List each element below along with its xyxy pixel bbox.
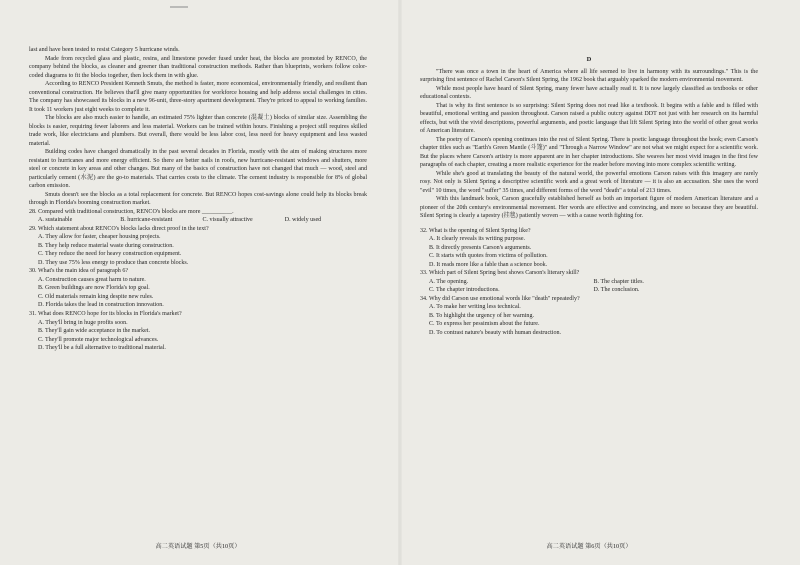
question-28 — [29, 208, 367, 225]
option: D. To contrast nature's beauty with human destruction. — [429, 329, 562, 336]
paragraph: The poetry of Carson's opening continues into the rest of Silent Spring. There is poetic language throughout the book; even Carson's chapter titles such as "Earth's Green Mantle (斗篷)" and "Through a Narrow Window" are not what we might expect for a scientific work. But the places where Carson's artistry is more apparent are in her chapter introductions. She weaves her most vivid images in the first few paragraphs of each chapter, creating a more realistic experience for the reader before moving into more complex scientific writing. — [420, 136, 758, 169]
question-31 — [29, 310, 367, 353]
question-stem: 32. What is the opening of Silent Spring like? — [420, 227, 531, 234]
question-stem: 30. What's the main idea of paragraph 6? — [29, 268, 129, 275]
option: A. The opening. — [429, 278, 469, 285]
option: B. The chapter titles. — [593, 278, 644, 285]
option: B. They help reduce material waste during construction. — [38, 242, 174, 249]
question-stem: 28. Compared with traditional construction, RENCO's blocks are more __________. — [29, 208, 234, 215]
paragraph: Building codes have changed dramatically in the past several decades in Florida, mostly with the aim of making structures more resistant to hurricanes and more energy efficient. So there are better nails in roofs, new hurricane-resistant windows and shutters, more steel or concrete in key areas and other changes. But many of the basics of construction have not changed that much — wood, steel and particularly cement (水泥) are the go-to materials. That carries costs to the climate. The cement industry is responsible for 8% of global carbon emission. — [29, 149, 367, 190]
option: C. Old materials remain king despite new rules. — [38, 293, 154, 300]
option: A. To make her writing less technical. — [429, 304, 521, 311]
paragraph: Smuts doesn't see the blocks as a total replacement for concrete. But RENCO hopes cost-savings alone could help its blocks break through in Florida's booming construction market. — [29, 191, 367, 207]
option: C. visually attractive — [202, 217, 253, 224]
option: C. It starts with quotes from victims of pollution. — [429, 253, 548, 260]
question-30 — [29, 267, 367, 310]
option: A. They'll bring in huge profits soon. — [38, 319, 128, 326]
page-fold — [398, 0, 402, 565]
option: D. The conclusion. — [593, 287, 640, 294]
options-row — [420, 278, 758, 287]
paragraph: With this landmark book, Carson gracefully established herself as both an important figure of modern American literature and a pioneer of the 20th century's environmental movement. Her words are effective and convincing, and more so because they are beautiful. Silent Spring is clearly a tapestry (挂毯) patiently woven — with a cause worth fighting for. — [420, 196, 758, 220]
question-stem: 31. What does RENCO hope for its blocks in Florida's market? — [29, 310, 182, 317]
section-heading: D — [586, 56, 592, 63]
question-34 — [420, 295, 758, 338]
paragraph: That is why its first sentence is so surprising: Silent Spring does not read like a textbook. It begins with a fable and is filled with beautiful, emotional writing and passion throughout. Carson raised a public outcry against DDT not just with her research on its harmful effects, but with the vivid descriptions, powerful arguments, and poetic language that lift Silent Spring into the world of other great works of American literature. — [420, 102, 758, 135]
question-stem: 29. Which statement about RENCO's blocks lacks direct proof in the text? — [29, 225, 209, 232]
left-page — [29, 46, 367, 551]
question-33 — [420, 269, 758, 295]
right-page — [420, 46, 758, 551]
option: D. They use 75% less energy to produce than concrete blocks. — [38, 259, 189, 266]
paragraph: While most people have heard of Silent Spring, many fewer have actually read it. It is now largely classified as textbooks or other educational contexts. — [420, 85, 758, 101]
option: A. They allow for faster, cheaper housing projects. — [38, 234, 161, 241]
paragraph: Made from recycled glass and plastic, resins, and limestone powder fused under heat, the blocks are promoted by RENCO, the company behind the blocks, as cleaner and greener than traditional construction methods. Rather than blueprints, workers follow color-coded diagrams to fit the blocks together, then lock them in with glue. — [29, 55, 367, 79]
options-row — [29, 216, 367, 225]
options-row — [420, 286, 758, 295]
option: B. It directly presents Carson's arguments. — [429, 244, 532, 251]
paragraph: The blocks are also much easier to handle, an estimated 75% lighter than concrete (混凝土) blocks of similar size. Assembling the blocks is easier, requiring fewer laborers and less material. Workers can be trained within hours. Finishing a project still requires skilled trade work, like electricians and plumbers. But overall, there would be less labor cost, less need for heavy equipment and less wasted material. — [29, 115, 367, 147]
option: D. They'll be a full alternative to traditional material. — [38, 345, 166, 352]
option: C. To express her pessimism about the future. — [429, 321, 540, 328]
option: A. It clearly reveals its writing purpose. — [429, 236, 526, 243]
page-footer: 高二英语试题 第6页（共10页） — [546, 543, 632, 550]
option: B. To highlight the urgency of her warning. — [429, 312, 534, 319]
scan-mark — [170, 6, 188, 14]
question-32 — [420, 227, 758, 270]
option: C. They'll promote major technological advances. — [38, 336, 159, 343]
paragraph: According to RENCO President Kenneth Smuts, the method is faster, more economical, environmentally friendly, and resilient than conventional construction. He believes that'll give many opportunities for workforce housing and help address social challenges in cities. The company has showcased its blocks in a new 96-unit, three-story apartment development. They're priced to appeal to working families. It took 11 workers just eight weeks to complete it. — [29, 81, 367, 113]
option: D. It reads more like a fable than a science book. — [429, 261, 548, 268]
paragraph: "There was once a town in the heart of America where all life seemed to live in harmony with its surroundings." This is the surprising first sentence of Rachel Carson's Silent Spring, the 1962 book that arguably sparked the modern environmental movement. — [420, 68, 758, 84]
question-stem: 34. Why did Carson use emotional words like "death" repeatedly? — [420, 295, 580, 302]
question-29 — [29, 225, 367, 268]
option: B. hurricane-resistant — [120, 217, 173, 224]
option: C. They reduce the need for heavy construction equipment. — [38, 251, 182, 258]
option: C. The chapter introductions. — [429, 287, 500, 294]
option: D. widely used — [284, 217, 322, 224]
paragraph: While she's good at translating the beauty of the natural world, the powerful emotions Carson raises with this imagery are rarely rosy. Not only is Silent Spring a descriptive scientific work and a great work of literature — it is also an accusation. She uses the word "evil" 10 times, the word "suffer" 35 times, and different forms of the word "death" a total of 213 times. — [420, 170, 758, 194]
option: B. They'll gain wide acceptance in the market. — [38, 328, 150, 335]
option: D. Florida takes the lead in construction innovation. — [38, 302, 164, 309]
option: A. Construction causes great harm to nature. — [38, 276, 146, 283]
page-footer: 高二英语试题 第5页（共10页） — [155, 543, 241, 550]
paragraph: last and have been tested to resist Category 5 hurricane winds. — [29, 47, 180, 53]
option: B. Green buildings are now Florida's top goal. — [38, 285, 150, 292]
question-stem: 33. Which part of Silent Spring best shows Carson's literary skill? — [420, 270, 580, 277]
option: A. sustainable — [38, 217, 73, 224]
